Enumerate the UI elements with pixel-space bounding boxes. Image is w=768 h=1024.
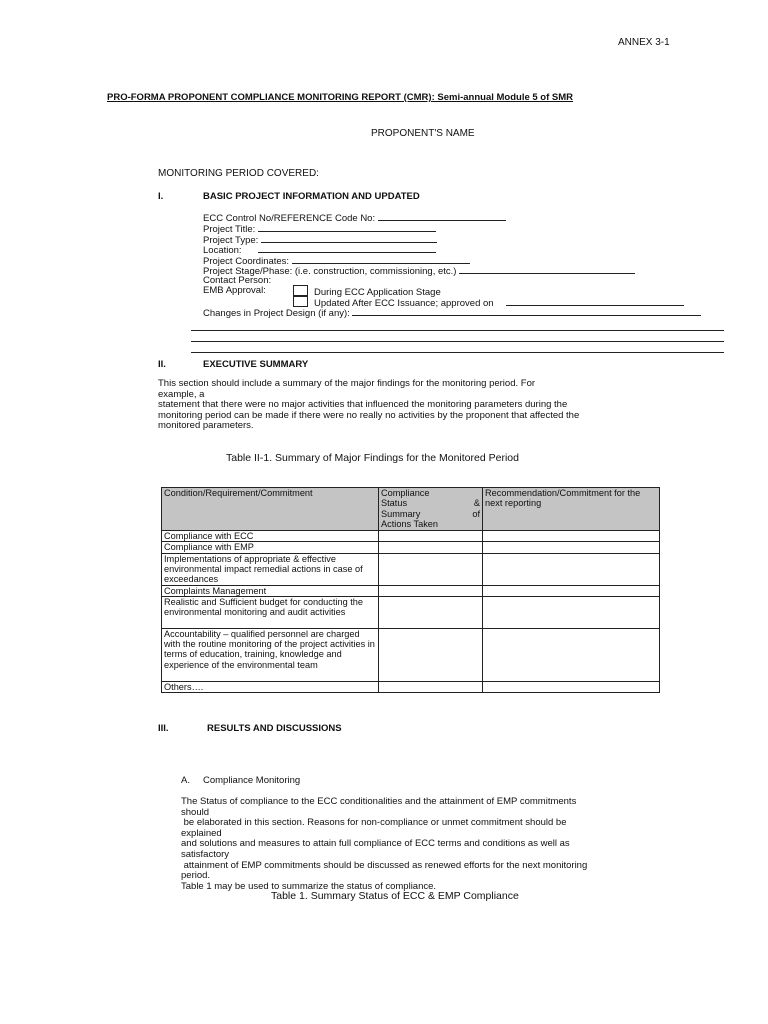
row-condition: Complaints Management — [162, 585, 379, 596]
col2-of: of — [472, 508, 480, 519]
document-title: PRO-FORMA PROPONENT COMPLIANCE MONITORING REPORT (CMR): Semi-annual Module 5 of SMR — [107, 92, 574, 103]
option-during-label: During ECC Application Stage — [314, 287, 441, 298]
para-line-6: satisfactory — [181, 848, 230, 860]
row-status-cell[interactable] — [379, 596, 483, 628]
exec-line-4: monitoring period can be made if there were no really no activities by the proponent that affected the — [158, 409, 580, 421]
location-label: Location: — [203, 245, 242, 256]
section-2-heading: EXECUTIVE SUMMARY — [203, 359, 309, 370]
para-line-8: period. — [181, 870, 211, 882]
col2-line-1: Compliance — [381, 488, 430, 498]
table-row — [162, 553, 660, 585]
col2-line-2 — [381, 498, 480, 508]
table-ii1-caption: Table II-1. Summary of Major Findings for the Monitored Period — [226, 452, 519, 464]
col2-line-4: Actions Taken — [381, 518, 439, 529]
exec-line-3: statement that there were no major activities that influenced the monitoring parameters during the — [158, 399, 568, 411]
executive-summary-text — [158, 379, 658, 432]
project-title-label: Project Title: — [203, 224, 256, 235]
row-condition: Compliance with ECC — [162, 531, 379, 542]
major-findings-table — [161, 487, 660, 693]
subsection-a-heading: Compliance Monitoring — [203, 775, 301, 786]
para-line-1: The Status of compliance to the ECC conditionalities and the attainment of EMP commitments — [181, 796, 577, 807]
emb-approval-field — [203, 285, 266, 296]
col-condition: Condition/Requirement/Commitment — [162, 488, 379, 531]
row-condition: Others…. — [162, 681, 379, 692]
table-header-row — [162, 488, 660, 531]
col2-summary: Summary — [381, 508, 421, 519]
para-line-7: attainment of EMP commitments should be discussed as renewed efforts for the next monitoring — [181, 859, 588, 871]
row-recommendation-cell[interactable] — [483, 585, 660, 596]
col-compliance-status — [379, 488, 483, 531]
row-status-cell[interactable] — [379, 553, 483, 585]
compliance-monitoring-text — [181, 797, 677, 892]
section-3-heading: RESULTS AND DISCUSSIONS — [207, 723, 342, 734]
col2-line-3 — [381, 509, 480, 519]
emb-approval-label: EMB Approval: — [203, 285, 266, 296]
project-coordinates-label: Project Coordinates: — [203, 256, 290, 267]
col2-amp: & — [473, 498, 480, 509]
para-line-5: and solutions and measures to attain full compliance of ECC terms and conditions as well as — [181, 838, 570, 850]
row-status-cell[interactable] — [379, 628, 483, 681]
row-condition: Implementations of appropriate & effective environmental impact remedial actions in case of exceedances — [162, 553, 379, 585]
row-recommendation-cell[interactable] — [483, 681, 660, 692]
project-stage-blank[interactable] — [459, 264, 635, 274]
table-row — [162, 531, 660, 542]
project-type-blank[interactable] — [261, 233, 437, 243]
ecc-control-label: ECC Control No/REFERENCE Code No: — [203, 213, 376, 224]
location-blank[interactable] — [258, 243, 436, 253]
para-line-3: be elaborated in this section. Reasons for non-compliance or unmet commitment should be — [181, 817, 567, 829]
row-recommendation-cell[interactable] — [483, 596, 660, 628]
para-line-9: Table 1 may be used to summarize the status of compliance. — [181, 880, 437, 892]
contact-person-label: Contact Person: — [203, 275, 272, 286]
changes-design-field[interactable] — [203, 306, 701, 319]
changes-design-label: Changes in Project Design (if any): — [203, 308, 350, 319]
proponent-name: PROPONENT'S NAME — [371, 128, 475, 139]
row-status-cell[interactable] — [379, 681, 483, 692]
table-row — [162, 628, 660, 681]
row-recommendation-cell[interactable] — [483, 553, 660, 585]
approved-on-blank[interactable] — [506, 296, 684, 306]
para-line-2: should — [181, 806, 209, 818]
row-recommendation-cell[interactable] — [483, 628, 660, 681]
changes-design-blank[interactable] — [352, 306, 701, 316]
row-recommendation-cell[interactable] — [483, 531, 660, 542]
row-condition: Compliance with EMP — [162, 542, 379, 553]
table-row — [162, 596, 660, 628]
changes-line-1[interactable] — [191, 330, 724, 331]
para-line-4: explained — [181, 827, 222, 839]
table-row — [162, 542, 660, 553]
ecc-control-blank[interactable] — [378, 211, 506, 221]
table-row — [162, 681, 660, 692]
row-condition: Realistic and Sufficient budget for conducting the environmental monitoring and audit activities — [162, 596, 379, 628]
changes-line-2[interactable] — [191, 341, 724, 342]
col-recommendation: Recommendation/Commitment for the next reporting — [483, 488, 660, 531]
exec-line-1: This section should include a summary of the major findings for the monitoring period. For — [158, 378, 536, 389]
exec-line-2: example, a — [158, 388, 205, 400]
checkbox-during-ecc[interactable] — [293, 285, 308, 296]
project-coordinates-blank[interactable] — [292, 254, 470, 264]
project-title-blank[interactable] — [258, 222, 436, 232]
row-recommendation-cell[interactable] — [483, 542, 660, 553]
option-updated-label: Updated After ECC Issuance; approved on — [314, 298, 494, 309]
annex-label: ANNEX 3-1 — [618, 37, 670, 48]
row-condition: Accountability – qualified personnel are charged with the routine monitoring of the project activities in terms of education, training, knowledge and experience of the environmental team — [162, 628, 379, 681]
section-1-number: I. — [158, 191, 164, 202]
table-row — [162, 585, 660, 596]
row-status-cell[interactable] — [379, 531, 483, 542]
changes-line-3[interactable] — [191, 352, 724, 353]
col2-status: Status — [381, 498, 408, 509]
row-status-cell[interactable] — [379, 542, 483, 553]
section-3-number: III. — [158, 723, 169, 734]
project-type-label: Project Type: — [203, 235, 259, 246]
row-status-cell[interactable] — [379, 585, 483, 596]
exec-line-5: monitored parameters. — [158, 420, 254, 432]
table-1-caption: Table 1. Summary Status of ECC & EMP Compliance — [271, 890, 519, 902]
monitoring-period-label: MONITORING PERIOD COVERED: — [158, 168, 319, 179]
section-2-number: II. — [158, 359, 166, 370]
project-stage-label: Project Stage/Phase: (i.e. construction, commissioning, etc.) — [203, 266, 457, 277]
subsection-a-label: A. — [181, 775, 190, 786]
section-1-heading: BASIC PROJECT INFORMATION AND UPDATED — [203, 191, 420, 202]
